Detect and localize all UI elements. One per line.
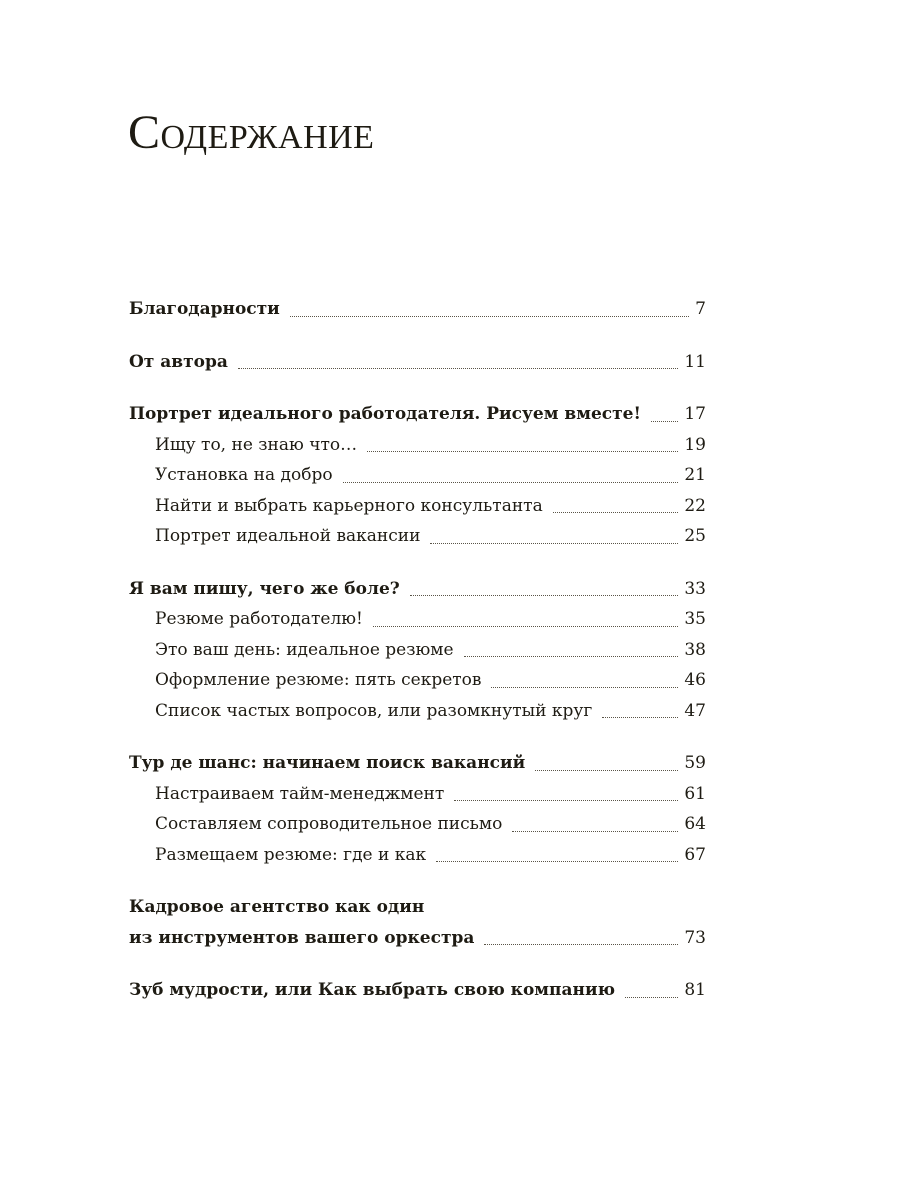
dot-leader (651, 421, 678, 422)
toc-section (129, 347, 706, 378)
toc-page-number: 35 (684, 609, 706, 629)
dot-leader (512, 831, 678, 832)
toc-subsection-title: Оформление резюме: пять секретов (155, 670, 482, 690)
page-title: Содержание (128, 106, 375, 159)
dot-leader (367, 451, 678, 452)
toc-chapter-title: Благодарности (129, 299, 280, 319)
toc-section (129, 748, 706, 870)
toc-subsection-title: Размещаем резюме: где и как (155, 844, 427, 865)
toc-subsection-entry[interactable] (129, 460, 706, 491)
table-of-contents (129, 294, 706, 1006)
dot-leader (602, 717, 678, 718)
toc-page-number: 38 (684, 639, 706, 660)
toc-chapter-entry[interactable] (129, 975, 706, 1006)
dot-leader (238, 368, 678, 369)
toc-chapter-title: Портрет идеального работодателя. Рисуем вместе! (129, 404, 641, 424)
toc-page-number: 47 (684, 700, 706, 721)
toc-subsection-entry[interactable] (129, 521, 706, 552)
toc-subsection-entry[interactable] (129, 430, 706, 461)
toc-subsection-title: Резюме работодателю! (155, 609, 363, 629)
toc-section (129, 294, 706, 325)
toc-chapter-entry[interactable] (129, 892, 706, 953)
toc-chapter-entry[interactable] (129, 347, 706, 378)
toc-subsection-entry[interactable] (129, 696, 706, 727)
toc-page-number: 67 (684, 844, 706, 865)
dot-leader (436, 861, 678, 862)
dot-leader (454, 800, 678, 801)
toc-chapter-title-line: из инструментов вашего оркестра (129, 927, 475, 948)
toc-page-number: 7 (695, 299, 706, 319)
toc-page-number: 61 (684, 783, 706, 804)
toc-page-number: 59 (684, 753, 706, 773)
toc-chapter-entry[interactable] (129, 748, 706, 779)
toc-subsection-entry[interactable] (129, 665, 706, 696)
dot-leader (491, 687, 678, 688)
toc-subsection-title: Портрет идеальной вакансии (155, 526, 421, 546)
toc-page-number: 21 (684, 465, 706, 485)
toc-subsection-entry[interactable] (129, 604, 706, 635)
toc-chapter-entry[interactable] (129, 574, 706, 605)
toc-subsection-title: Найти и выбрать карьерного консультанта (155, 495, 543, 516)
toc-subsection-title: Список частых вопросов, или разомкнутый круг (155, 700, 593, 721)
toc-page-number: 19 (684, 434, 706, 455)
dot-leader (464, 656, 679, 657)
toc-page-number: 46 (684, 670, 706, 690)
dot-leader (625, 997, 678, 998)
toc-subsection-entry[interactable] (129, 840, 706, 871)
toc-subsection-entry[interactable] (129, 809, 706, 840)
dot-leader (290, 316, 689, 317)
toc-chapter-title (129, 892, 474, 953)
toc-chapter-title: Тур де шанс: начинаем поиск вакансий (129, 753, 526, 773)
toc-section (129, 399, 706, 552)
toc-subsection-entry[interactable] (129, 635, 706, 666)
dot-leader (430, 543, 678, 544)
toc-subsection-entry[interactable] (129, 779, 706, 810)
toc-page-number: 73 (684, 927, 706, 948)
toc-chapter-title: От автора (129, 351, 228, 372)
toc-subsection-entry[interactable] (129, 491, 706, 522)
toc-section (129, 975, 706, 1006)
toc-section (129, 892, 706, 953)
toc-page-number: 17 (684, 404, 706, 424)
toc-page-number: 33 (684, 578, 706, 599)
toc-chapter-entry[interactable] (129, 294, 706, 325)
toc-page-number: 11 (684, 351, 706, 372)
dot-leader (343, 482, 679, 483)
toc-page-number: 64 (684, 814, 706, 834)
toc-chapter-title: Я вам пишу, чего же боле? (129, 578, 400, 599)
toc-subsection-title: Это ваш день: идеальное резюме (155, 639, 454, 660)
dot-leader (535, 770, 678, 771)
toc-page-number: 22 (684, 495, 706, 516)
toc-page-number: 25 (684, 526, 706, 546)
toc-subsection-title: Настраиваем тайм-менеджмент (155, 783, 445, 804)
dot-leader (484, 944, 678, 945)
dot-leader (410, 595, 679, 596)
toc-chapter-entry[interactable] (129, 399, 706, 430)
toc-chapter-title: Зуб мудрости, или Как выбрать свою компанию (129, 980, 615, 1000)
dot-leader (553, 512, 679, 513)
toc-subsection-title: Составляем сопроводительное письмо (155, 814, 503, 834)
toc-page-number: 81 (684, 980, 706, 1000)
dot-leader (373, 626, 678, 627)
toc-section (129, 574, 706, 727)
toc-chapter-title-line: Кадровое агентство как один (129, 897, 425, 917)
toc-subsection-title: Установка на добро (155, 465, 333, 485)
toc-subsection-title: Ищу то, не знаю что… (155, 434, 358, 455)
